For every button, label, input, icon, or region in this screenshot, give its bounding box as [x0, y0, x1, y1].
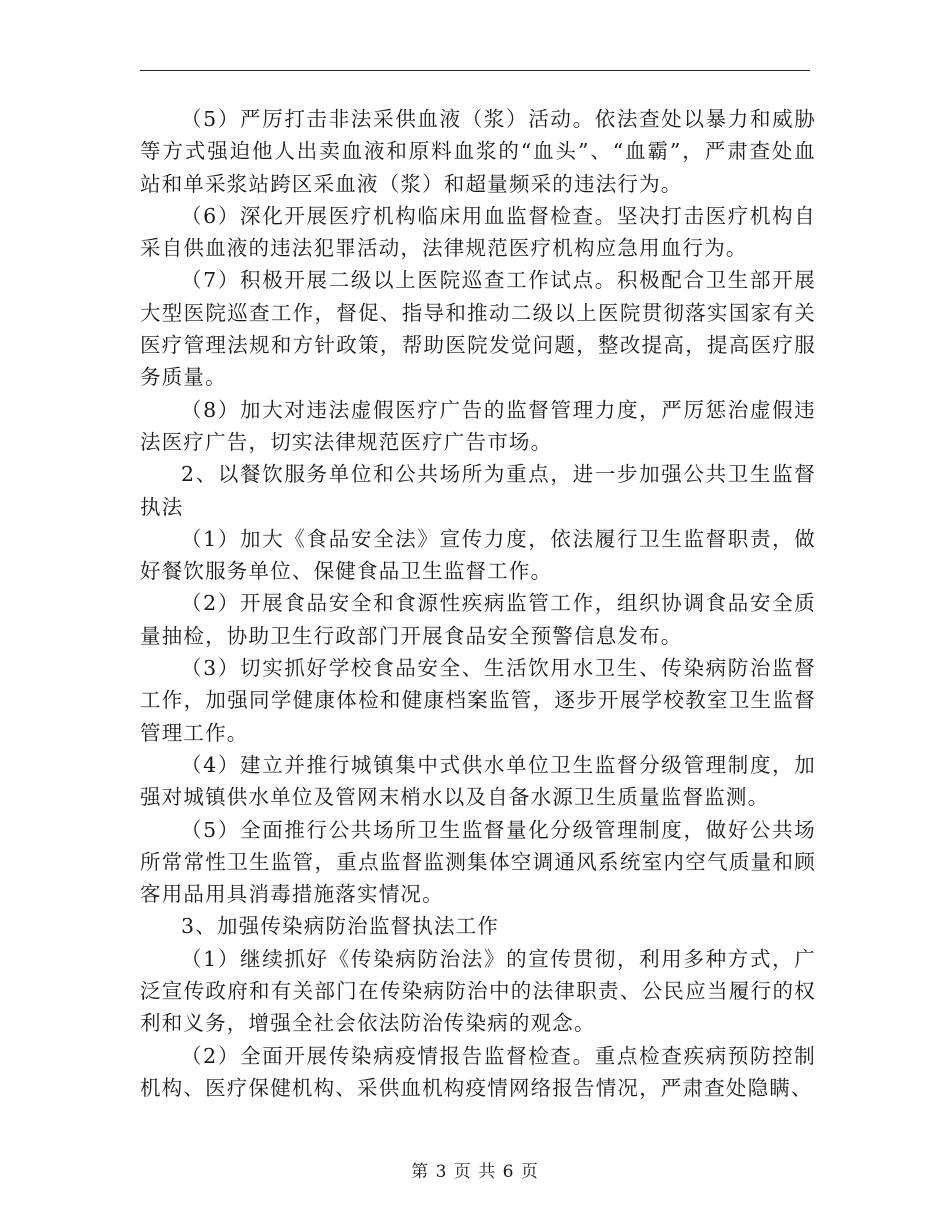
paragraph: （4）建立并推行城镇集中式供水单位卫生监督分级管理制度，加强对城镇供水单位及管网末梢水以及自备水源卫生质量监督监测。 [140, 752, 816, 810]
page-number: 第 3 页 共 6 页 [411, 1162, 539, 1182]
paragraph: （3）切实抓好学校食品安全、生活饮用水卫生、传染病防治监督工作，加强同学健康体检和健康档案监管，逐步开展学校教室卫生监督管理工作。 [140, 656, 816, 745]
section-heading: 2、以餐饮服务单位和公共场所为重点，进一步加强公共卫生监督执法 [140, 462, 816, 519]
paragraph: （2）全面开展传染病疫情报告监督检查。重点检查疾病预防控制机构、医疗保健机构、采供血机构疫情网络报告情况，严肃查处隐瞒、 [140, 1043, 816, 1100]
paragraph: （8）加大对违法虚假医疗广告的监督管理力度，严厉惩治虚假违法医疗广告，切实法律规范医疗广告市场。 [140, 397, 816, 454]
section-heading: 3、加强传染病防治监督执法工作 [181, 914, 500, 939]
paragraph: （2）开展食品安全和食源性疾病监管工作，组织协调食品安全质量抽检，协助卫生行政部门开展食品安全预警信息发布。 [140, 591, 816, 648]
paragraph: （1）继续抓好《传染病防治法》的宣传贯彻，利用多种方式，广泛宣传政府和有关部门在传染病防治中的法律职责、公民应当履行的权利和义务，增强全社会依法防治传染病的观念。 [140, 946, 816, 1036]
body-text [140, 103, 816, 1104]
paragraph: （7）积极开展二级以上医院巡查工作试点。积极配合卫生部开展大型医院巡查工作，督促、指导和推动二级以上医院贯彻落实国家有关医疗管理法规和方针政策，帮助医院发觉问题，整改提高，提高医疗服务质量。 [140, 268, 816, 390]
paragraph: （5）全面推行公共场所卫生监督量化分级管理制度，做好公共场所常常性卫生监管，重点监督监测集体空调通风系统室内空气质量和顾客用品用具消毒措施落实情况。 [140, 817, 816, 907]
paragraph: （1）加大《食品安全法》宣传力度，依法履行卫生监督职责，做好餐饮服务单位、保健食品卫生监督工作。 [140, 526, 816, 584]
paragraph: （5）严厉打击非法采供血液（浆）活动。依法查处以暴力和威胁等方式强迫他人出卖血液和原料血浆的“血头”、“血霸”，严肃查处血站和单采浆站跨区采血液（浆）和超量频采的违法行为。 [140, 107, 816, 196]
header-rule [140, 70, 810, 71]
paragraph: （6）深化开展医疗机构临床用血监督检查。坚决打击医疗机构自采自供血液的违法犯罪活动，法律规范医疗机构应急用血行为。 [140, 203, 816, 261]
